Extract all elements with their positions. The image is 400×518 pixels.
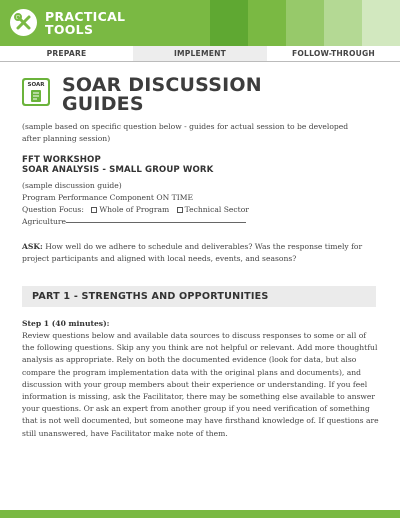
performance-component: Program Performance Component ON TIME <box>22 193 194 202</box>
checkbox-technical-sector[interactable] <box>177 207 183 213</box>
footer-bar <box>0 510 400 518</box>
workshop-heading: FFT WORKSHOP <box>22 155 101 165</box>
brand-block <box>0 0 210 46</box>
ask-label: ASK: <box>22 242 43 251</box>
tab-follow-through[interactable]: FOLLOW-THROUGH <box>292 49 375 58</box>
brand-name <box>45 10 125 36</box>
stripe <box>286 0 324 46</box>
color-stripes <box>210 0 400 46</box>
tab-implement[interactable]: IMPLEMENT <box>133 46 267 61</box>
checklist-icon <box>22 78 50 106</box>
brand-name-line2: TOOLS <box>45 22 94 37</box>
page-title-line1: SOAR DISCUSSION <box>62 74 262 96</box>
ask-text: How well do we adhere to schedule and deliverables? Was the response timely for project participants and aligned with local needs, events, and seasons? <box>22 242 363 264</box>
step1-instructions: Review questions below and available data sources to discuss responses to some or all of the following questions. Skip any you think are not helpful or relevant. Add more thoughtful analysis as appropriate. Rely on both the documented evidence (look for data, but also compare the program implementation data with the original plans and documents), and discussion with your group members about their experience or understanding. If you feel information is missing, ask the Facilitator, there may be something else available to answer your questions. Or ask an expert from another group if you need verification of something that is not well documented, but someone may have firsthand knowledge of. If questions are still unanswered, have Facilitator make note of them. <box>22 331 379 438</box>
analysis-heading: SOAR ANALYSIS - SMALL GROUP WORK <box>22 165 214 175</box>
section-tabs <box>0 46 400 62</box>
stripe <box>248 0 286 46</box>
guide-note: (sample discussion guide) <box>22 181 122 190</box>
part1-title: PART 1 - STRENGTHS AND OPPORTUNITIES <box>32 291 269 302</box>
tools-icon <box>10 9 37 36</box>
question-focus-label: Question Focus: <box>22 205 84 214</box>
brand-name-line1: PRACTICAL <box>45 9 126 24</box>
page-title-line2: GUIDES <box>62 93 144 115</box>
header-band <box>0 0 400 46</box>
ask-question <box>22 241 382 265</box>
intro-note: (sample based on specific question below - guides for actual session to be developed after planning session) <box>22 122 349 144</box>
sector-blank-line <box>66 222 246 223</box>
sector-label: Agriculture <box>22 217 67 226</box>
question-focus-row <box>22 204 249 216</box>
tab-prepare[interactable]: PREPARE <box>46 49 87 58</box>
page-title <box>62 76 262 114</box>
stripe <box>210 0 248 46</box>
whole-of-program-label: Whole of Program <box>99 205 170 214</box>
soar-icon-label: SOAR <box>27 82 45 88</box>
step1-title: Step 1 (40 minutes): <box>22 319 110 328</box>
sector-row <box>22 216 246 228</box>
checkbox-whole-of-program[interactable] <box>91 207 97 213</box>
stripe <box>362 0 400 46</box>
technical-sector-label: Technical Sector <box>184 205 249 214</box>
part1-banner <box>22 286 376 307</box>
stripe <box>324 0 362 46</box>
